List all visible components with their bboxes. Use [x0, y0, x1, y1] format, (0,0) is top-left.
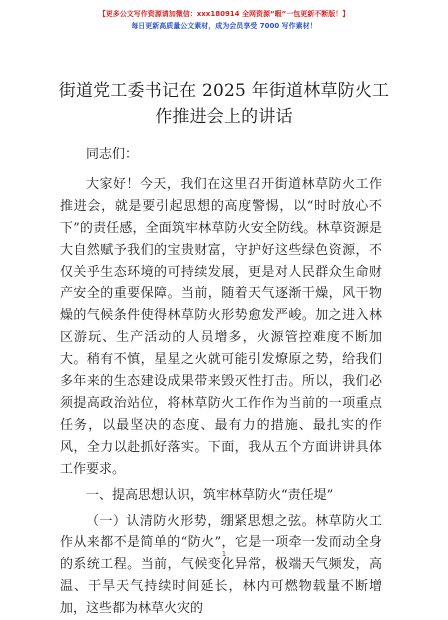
promo-banner-line-1: 【更多公文写作资源请加微信：xxx180914 全网资源“暇”一包更新不断版！】 [0, 8, 448, 20]
subsection-paragraph: （一）认清防火形势，绷紧思想之弦。林草防火工作从来都不是简单的“防火”，它是一项牵一发而动全身的系统工程。当前，气候变化异常，极端天气频发，高温、干旱天气持续时间延长，林内可燃物载量不断增加，这些都为林草火灾的 [60, 511, 382, 620]
salutation: 同志们： [60, 144, 382, 166]
section-heading: 一、提高思想认识，筑牢林草防火“责任堤” [60, 485, 382, 507]
body-paragraph: 大家好！今天，我们在这里召开街道林草防火工作推进会，就是要引起思想的高度警惕，以“时时放心不下”的责任感，全面筑牢林草防火安全防线。林草资源是大自然赋予我们的宝贵财富，守护好这些绿色资源，不仅关乎生态环境的可持续发展，更是对人民群众生命财产安全的重要保障。当前，随着天气逐渐干燥，风干物燥的气候条件使得林草防火形势愈发严峻。加之进入林区游玩、生产活动的人员增多，火源管控难度不断加大。稍有不慎，星星之火就可能引发燎原之势，给我们多年来的生态建设成果带来毁灭性打击。所以，我们必须提高政治站位，将林草防火工作作为当前的一项重点任务，以最坚决的态度、最有力的措施、最扎实的作风，全力以赴抓好落实。下面，我从五个方面讲讲具体工作要求。 [60, 174, 382, 481]
document-title: 街道党工委书记在 2025 年街道林草防火工作推进会上的讲话 [56, 78, 392, 130]
page-number: 1 [0, 550, 448, 558]
promo-banner [0, 8, 448, 32]
promo-banner-line-2: 每日更新高质量公文素材，成为会员享受 7000 写作素材！ [0, 20, 448, 32]
document-body [60, 144, 382, 620]
